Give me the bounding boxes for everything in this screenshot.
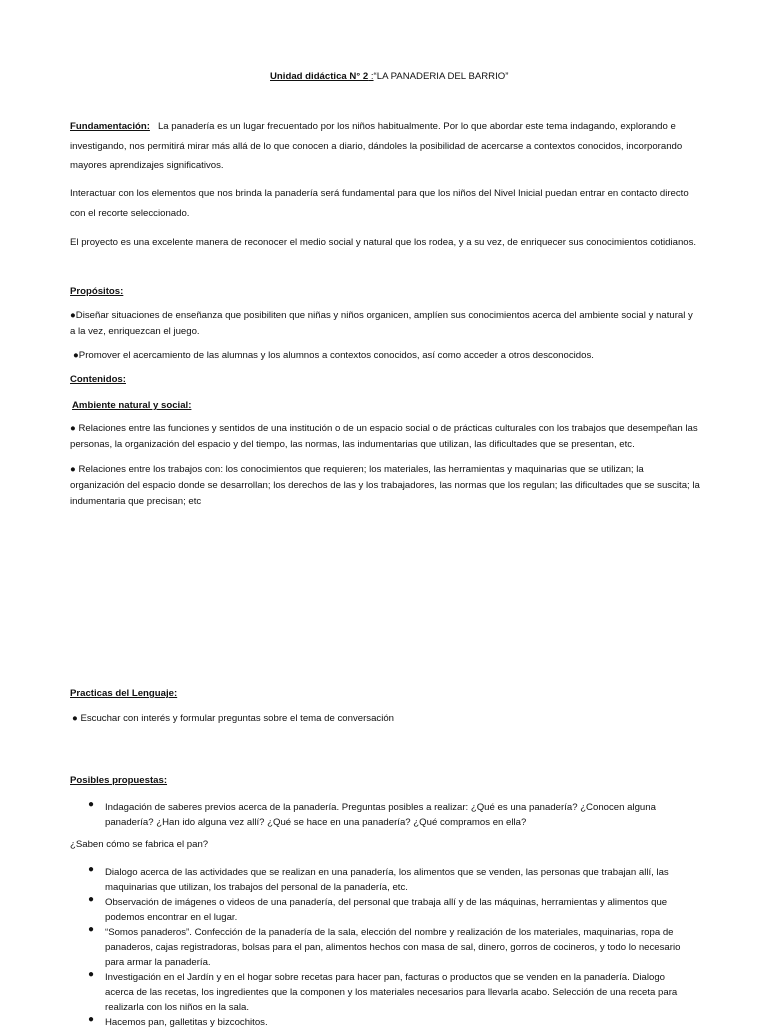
contenido-item-2: ● Relaciones entre los trabajos con: los conocimientos que requieren; los materiales, las herramientas y maquinarias que se utilizan; la organización del espacio donde se desarrollan; los derechos de las y los trabajadores, las normas que los regulan; las dificultades que se suscita; la indumentaria que precisan; etc [70,464,700,507]
bullet-icon: ● [88,924,95,935]
contenidos-heading: Contenidos: [70,374,126,385]
propuesta-item-2: Dialogo acerca de las actividades que se realizan en una panadería, los alimentos que se venden, las personas que trabajan allí, las maquinarias que utilizan, los trabajos del personal de la panadería, etc. [105,867,669,893]
propuesta-item-6: Hacemos pan, galletitas y bizcochitos. [105,1017,268,1028]
document-title [270,71,508,82]
propuesta-item-1: Indagación de saberes previos acerca de la panadería. Preguntas posibles a realizar: ¿Qué es una panadería? ¿Conocen alguna panadería? ¿Han ido alguna vez allí? ¿Qué se hace en una panadería? ¿Qué compramos en ella? [105,802,656,828]
unit-title: “LA PANADERIA DEL BARRIO” [373,71,509,82]
propuesta-question: ¿Saben cómo se fabrica el pan? [70,839,209,850]
lenguaje-item: ● Escuchar con interés y formular preguntas sobre el tema de conversación [72,713,395,724]
bullet-icon: ● [88,799,95,810]
fundamentacion-text-1: La panadería es un lugar frecuentado por los niños habitualmente. Por lo que abordar este tema indagando, explorando e investigando, nos permitirá mirar más allá de lo que conocen a diario, dándoles la posibilidad de acercarse a contextos conocidos, incorporando mayores aprendizajes significativos. [70,121,683,171]
propuestas-heading: Posibles propuestas: [70,775,168,786]
bullet-icon: ● [88,894,95,905]
propositos-heading: Propósitos: [70,286,124,297]
lenguaje-heading: Practicas del Lenguaje: [70,688,178,699]
unit-label: Unidad didáctica N° 2 [270,71,369,82]
proposito-item-2: ●Promover el acercamiento de las alumnas y los alumnos a contextos conocidos, así como acceder a otros desconocidos. [73,350,594,361]
propuesta-item-3: Observación de imágenes o videos de una panadería, del personal que trabaja allí y de las máquinas, herramientas y alimentos que podemos encontrar en el lugar. [105,897,668,923]
fundamentacion-paragraph-2: Interactuar con los elementos que nos brinda la panadería será fundamental para que los niños del Nivel Inicial puedan entrar en contacto directo con el recorte seleccionado. [70,188,689,219]
fundamentacion-paragraph-1 [70,117,700,176]
contenido-item-1: ● Relaciones entre las funciones y sentidos de una institución o de un espacio social o de prácticas culturales con los trabajos que desempeñan las personas, la organización del espacio y del tiempo, las normas, las indumentarias que utilizan, las dificultades que se presentan, etc. [70,423,698,450]
bullet-icon: ● [88,969,95,980]
proposito-item-1: ●Diseñar situaciones de enseñanza que posibiliten que niñas y niños organicen, amplíen sus conocimientos acerca del ambiente social y natural y a la vez, enriquezcan el juego. [70,310,693,337]
title-separator: : [368,71,374,82]
fundamentacion-paragraph-3: El proyecto es una excelente manera de reconocer el medio social y natural que los rodea, y a su vez, de enriquecer sus conocimientos cotidianos. [70,237,697,248]
bullet-icon: ● [88,864,95,875]
ambiente-subheading: Ambiente natural y social: [72,400,192,411]
bullet-icon: ● [88,1014,95,1025]
fundamentacion-heading: Fundamentación: [70,121,150,132]
propuesta-item-4: “Somos panaderos”. Confección de la panadería de la sala, elección del nombre y realización de los materiales, maquinarias, ropa de panaderos, cajas registradoras, bolsas para el pan, alimentos hechos con masa de sal, dinero, gorros de cocineros, y todo lo necesario para armar la panadería. [105,927,681,968]
propuesta-item-5: Investigación en el Jardín y en el hogar sobre recetas para hacer pan, facturas o productos que se venden en la panadería. Dialogo acerca de las recetas, los ingredientes que la componen y los materiales necesarios para llevarla acabo. Selección de una receta para realizarla con los niños en la sala. [105,972,678,1013]
